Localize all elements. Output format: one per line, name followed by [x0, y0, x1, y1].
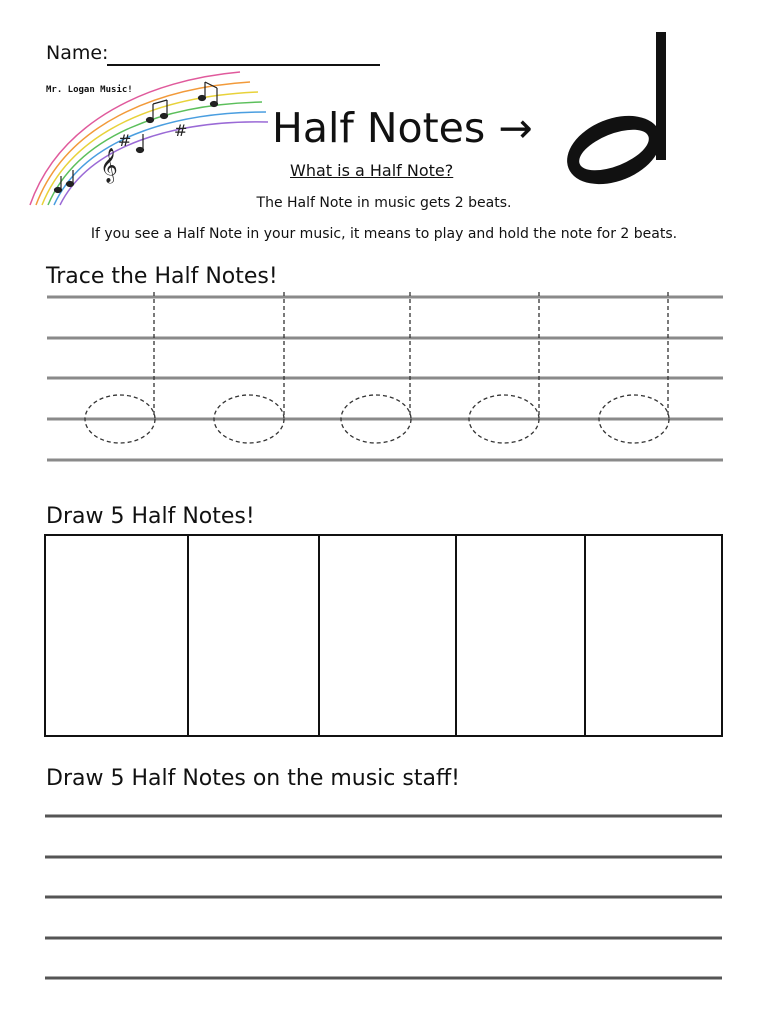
music-ribbon-icon	[30, 72, 268, 205]
brand-text: Mr. Logan Music!	[46, 85, 133, 95]
blank-staff	[45, 816, 722, 978]
half-note-icon	[557, 32, 671, 197]
name-label: Name:	[46, 42, 109, 64]
description-line-2: If you see a Half Note in your music, it means to play and hold the note for 2 beats.	[90, 226, 678, 242]
draw-boxes	[45, 535, 722, 736]
draw-section-title: Draw 5 Half Notes!	[46, 504, 255, 529]
trace-section-title: Trace the Half Notes!	[46, 264, 278, 289]
trace-staff	[47, 297, 723, 460]
description-line-1: The Half Note in music gets 2 beats.	[256, 195, 512, 211]
page-title: Half Notes →	[272, 104, 533, 152]
svg-text:#: #	[174, 121, 188, 140]
svg-text:#: #	[118, 131, 132, 150]
staff-section-title: Draw 5 Half Notes on the music staff!	[46, 766, 460, 791]
subtitle: What is a Half Note?	[290, 161, 454, 180]
svg-text:𝄞: 𝄞	[100, 148, 118, 183]
draw-box-frame	[45, 535, 722, 736]
